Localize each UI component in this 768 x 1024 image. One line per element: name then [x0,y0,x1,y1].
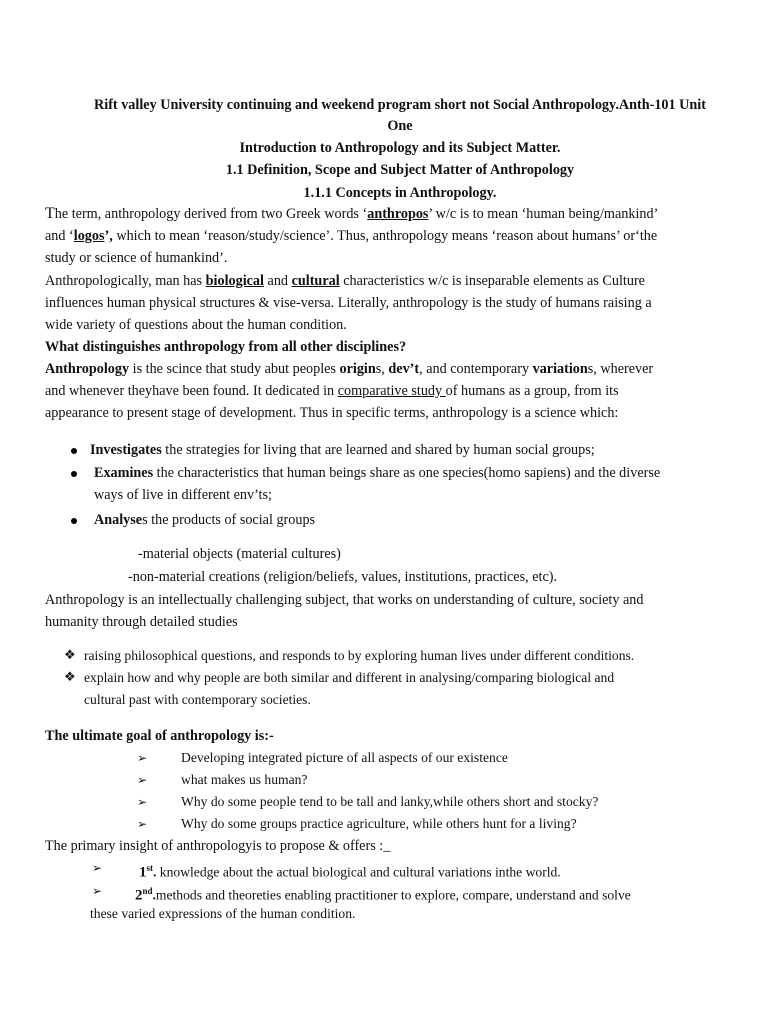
text: . [153,864,157,880]
text: which to mean ‘reason/study/science’. Thus, anthropology means ‘reason about humans’ or‘the [112,228,658,244]
bullet-icon [71,448,77,454]
drop-letter: T [45,205,55,222]
subsubsection-title: 1.1.1 Concepts in Anthropology. [303,185,497,201]
arrow-bullet-icon: ➢ [92,884,103,898]
sub-item-material: -material objects (material cultures) [138,546,341,562]
goal-heading: The ultimate goal of anthropology is:- [45,728,274,744]
diamond-item-continuation: cultural past with contemporary societies. [84,692,311,707]
arrow-bullet-icon: ➢ [92,861,103,875]
text: s, wherever [587,361,654,377]
bullet-item-continuation: ways of live in different env’ts; [94,487,272,503]
text: Investigates [90,442,162,458]
text: st [146,863,153,873]
text: and ‘ [45,228,74,244]
goal-item: what makes us human? [181,772,308,787]
text: of humans as a group, from its [445,383,619,399]
text: the characteristics that human beings share as one species(homo sapiens) and the diverse [153,465,661,481]
para4-line-1: Anthropology is an intellectually challenging subject, that works on understanding of culture, society and [45,592,644,608]
text: . [152,887,156,903]
text: methods and theoreties enabling practitioner to explore, compare, understand and solve [155,887,631,903]
insight-line: The primary insight of anthropologyis to propose & offers :_ [45,838,391,854]
document-title-line2: One [387,118,413,134]
text: s, [375,361,389,377]
text: and [263,273,292,289]
intro-line-1 [45,203,757,226]
question-heading: What distinguishes anthropology from all other disciplines? [45,339,407,355]
goal-item: Developing integrated picture of all aspects of our existence [181,750,508,765]
text: 2 [135,887,143,904]
intro-line-3: study or science of humankind’. [45,250,228,266]
text: the strategies for living that are learned and shared by human social groups; [161,442,595,458]
bullet-item [90,439,595,462]
arrow-bullet-icon: ➢ [137,773,148,787]
goal-item: Why do some groups practice agriculture, while others hunt for a living? [181,816,577,831]
para2-line-2: influences human physical structures & vise-versa. Literally, anthropology is the study of humans raising a [45,295,652,311]
bullet-icon [71,518,77,524]
text: is the scince that study abut peoples [129,361,340,377]
intro-line-2 [45,225,757,248]
text: Anthropologically, man has [45,273,206,289]
bullet-icon [71,471,77,477]
term-devt: dev’t [388,361,420,377]
section-title: Introduction to Anthropology and its Subject Matter. [239,140,561,156]
para4-line-2: humanity through detailed studies [45,614,238,630]
text: ’ w/c is to mean ‘human being/mankind’ [428,206,659,222]
term-origin: origin [339,361,376,377]
text: , and contemporary [419,361,533,377]
text: s the products of social groups [142,512,316,528]
term-logos: logos [73,228,105,244]
diamond-bullet-icon: ❖ [64,648,76,663]
text: Examines [94,465,154,481]
goal-item: Why do some people tend to be tall and lanky,while others short and stocky? [181,794,599,809]
term-variation: variation [532,361,588,377]
term-anthropology: Anthropology [45,361,130,377]
insight-item-continuation: these varied expressions of the human condition. [90,906,356,921]
diamond-item: raising philosophical questions, and responds to by exploring human lives under different conditions. [84,648,635,663]
text: nd [142,886,153,896]
para3-line-1 [45,358,757,381]
document-title-line1: Rift valley University continuing and weekend program short not Social Anthropology.Anth-101 Unit [94,97,706,113]
text: knowledge about the actual biological and cultural variations inthe world. [156,864,561,880]
diamond-item: explain how and why people are both similar and different in analysing/comparing biological and [84,670,615,685]
diamond-bullet-icon: ❖ [64,670,76,685]
arrow-bullet-icon: ➢ [137,751,148,765]
arrow-bullet-icon: ➢ [137,817,148,831]
sub-item-nonmaterial: -non-material creations (religion/beliefs, values, institutions, practices, etc). [128,569,558,585]
term-biological: biological [205,273,264,289]
term-anthropos: anthropos [367,206,429,222]
bullet-item [94,509,315,532]
text: 1 [139,864,147,881]
arrow-bullet-icon: ➢ [137,795,148,809]
para3-line-3: appearance to present stage of development. Thus in specific terms, anthropology is a science which: [45,405,619,421]
para2-line-3: wide variety of questions about the human condition. [45,317,347,333]
text: and whenever theyhave been found. It dedicated in [45,383,338,399]
para3-line-2 [45,380,757,403]
term-cultural: cultural [291,273,340,289]
text: characteristics w/c is inseparable elements as Culture [339,273,645,289]
text: ’, [104,228,113,244]
subsection-title: 1.1 Definition, Scope and Subject Matter of Anthropology [225,162,575,178]
text: he term, anthropology derived from two Greek words ‘ [54,206,368,222]
text: Analyse [94,512,143,528]
bullet-item [94,462,660,485]
term-comparative-study: comparative study [337,383,446,399]
para2-line-1 [45,270,757,293]
